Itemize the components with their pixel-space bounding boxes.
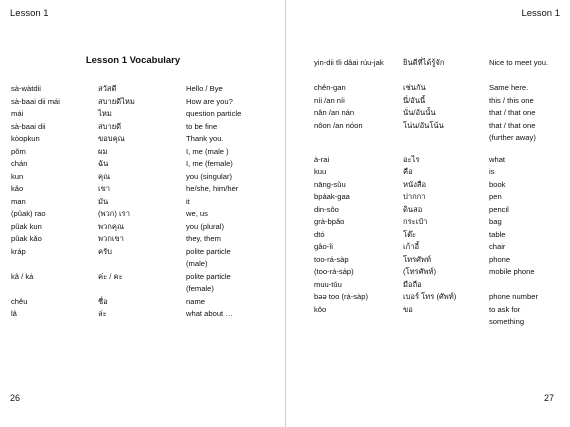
english-meaning: phone number [489,292,538,301]
thai-word: คุณ [98,171,111,181]
vocab-row [314,304,570,317]
thai-word: เก้าอี้ [403,242,420,251]
thai-word: มือถือ [403,279,422,289]
thai-word: ฉัน [98,159,109,168]
page-number: 27 [543,393,554,403]
vocab-row [314,120,570,133]
romanization: dtó [314,229,325,239]
romanization: too-rá-sàp [314,254,349,264]
romanization: sà-wàtdii [11,84,41,93]
english-meaning: pen [489,192,502,201]
vocab-row [314,191,570,204]
romanization: à-rai [314,154,330,164]
thai-word: ครับ [98,246,112,256]
vocab-row [314,95,570,108]
thai-word: ยินดีที่ได้รู้จัก [403,58,445,67]
english-meaning: is [489,167,495,176]
english-meaning: to ask for [489,304,521,314]
page-header: Lesson 1 [10,8,49,19]
english-meaning: bag [489,217,502,226]
vocab-row [314,57,570,70]
romanization: pǒm [11,146,26,156]
vocab-row [11,83,277,96]
english-meaning: Hello / Bye [186,84,223,93]
romanization: sà-baai dii mái [11,96,60,106]
romanization: din-sǒo [314,204,339,214]
english-meaning: polite particle [186,246,231,256]
thai-word: ขอบคุณ [98,134,125,143]
vocab-row [314,179,570,192]
vocab-row [11,96,277,109]
vocab-row [314,316,570,329]
english-meaning: something [489,317,525,326]
romanization: mái [11,109,24,118]
thai-word: โน่น/อันโน้น [403,120,444,130]
english-meaning: this / this one [489,95,534,105]
vocab-row [11,271,277,284]
vocab-row [314,291,570,304]
romanization: sà-baai dii [11,121,46,131]
english-meaning: How are you? [186,96,233,106]
thai-word: ขอ [403,304,413,314]
vocab-list [11,83,277,321]
section-title: Lesson 1 Vocabulary [85,55,181,66]
vocab-row [314,132,570,145]
romanization: gâo-îi [314,242,333,251]
vocab-row [11,283,277,296]
vocab-row [11,146,277,159]
romanization: pûak kun [11,221,42,231]
thai-word: (พวก) เรา [98,209,130,218]
thai-word: สวัสดี [98,84,117,93]
romanization: pûak kǎo [11,234,42,243]
romanization: bəə too (rá-sàp) [314,292,369,301]
thai-word: โทรศัพท์ [403,254,431,264]
romanization: níi /an níi [314,95,345,105]
thai-word: (โทรศัพท์) [403,267,437,276]
thai-word: คือ [403,167,413,176]
english-meaning: to be fine [186,121,218,131]
thai-word: เช่นกัน [403,83,426,92]
thai-word: พวกเขา [98,234,124,243]
thai-word: ดินสอ [403,204,423,214]
vocab-row [314,254,570,267]
vocab-row [11,246,277,259]
english-meaning: phone [489,254,511,264]
vocab-row [314,82,570,95]
vocab-row [314,166,570,179]
right-page [286,0,570,427]
english-meaning: (further away) [489,133,536,142]
romanization: grà-bpǎo [314,217,345,226]
vocab-row [314,279,570,292]
romanization: nân /an nán [314,108,355,117]
romanization: kráp [11,246,26,256]
romanization: bpàak-gaa [314,192,350,201]
romanization: kòopkun [11,134,40,143]
english-meaning: (female) [186,284,214,293]
english-meaning: table [489,229,506,239]
thai-word: ปากกา [403,192,426,201]
english-meaning: Same here. [489,83,529,92]
vocab-row [11,121,277,134]
thai-word: โต๊ะ [403,229,417,239]
romanization: kun [11,171,24,181]
thai-word: นั่น/อันนั้น [403,108,436,117]
vocab-row [314,107,570,120]
english-meaning: chair [489,242,506,251]
english-meaning: I, me (female) [186,159,233,168]
english-meaning: (male) [186,259,208,268]
english-meaning: Thank you. [186,134,224,143]
romanization: chên-gan [314,83,346,92]
vocab-row [11,221,277,234]
english-meaning: mobile phone [489,267,535,276]
page-number: 26 [10,393,21,403]
vocab-row [11,158,277,171]
row-gap [314,145,570,154]
vocab-row [11,208,277,221]
romanization: kǒo [314,304,327,314]
thai-word: หนังสือ [403,179,427,189]
english-meaning: I, me (male ) [186,146,229,156]
romanization: nāng-sǔu [314,179,346,189]
vocab-row [11,258,277,271]
english-meaning: pencil [489,204,509,214]
thai-word: สบายดีไหม [98,96,135,106]
thai-word: ไหม [98,109,112,118]
vocab-row [314,266,570,279]
vocab-row [11,296,277,309]
vocab-row [314,229,570,242]
romanization: muu-tǔu [314,279,342,289]
english-meaning: you (plural) [186,221,224,231]
romanization: kâ / ká [11,271,34,281]
page-header: Lesson 1 [521,8,560,19]
romanization: lâ [11,309,17,318]
english-meaning: they, them [186,234,221,243]
vocab-row [314,204,570,217]
english-meaning: Nice to meet you. [489,58,549,67]
romanization: nôon /an nóon [314,120,363,130]
english-meaning: book [489,179,506,189]
english-meaning: question particle [186,109,242,118]
romanization: man [11,196,26,206]
english-meaning: what about … [186,309,233,318]
thai-word: อะไร [403,154,420,164]
english-meaning: he/she, him/her [186,184,239,193]
thai-word: มัน [98,196,109,206]
thai-word: นี่/อันนี้ [403,95,426,105]
romanization: (pûak) rao [11,209,46,218]
romanization: chêu [11,296,28,306]
romanization: yin-dii tîi dâai rúu-jak [314,58,384,67]
vocab-row [11,233,277,246]
thai-word: ค่ะ / คะ [98,271,123,281]
thai-word: เขา [98,184,111,193]
english-meaning: that / that one [489,108,536,117]
english-meaning: it [186,196,190,206]
thai-word: สบายดี [98,121,122,131]
romanization: chán [11,159,28,168]
thai-word: กระเป๋า [403,217,428,226]
english-meaning: name [186,296,205,306]
vocab-row [314,216,570,229]
english-meaning: polite particle [186,271,231,281]
romanization: kǎo [11,184,24,193]
thai-word: ผม [98,146,108,156]
vocab-list [314,57,570,329]
vocab-row [11,196,277,209]
vocab-row [11,171,277,184]
thai-word: เบอร์ โทร (ศัพท์) [403,292,457,301]
english-meaning: what [489,154,506,164]
romanization: (too-rá-sàp) [314,267,354,276]
thai-word: พวกคุณ [98,221,124,231]
english-meaning: we, us [186,209,208,218]
english-meaning: that / that one [489,120,536,130]
thai-word: ชื่อ [98,296,108,306]
vocab-row [314,241,570,254]
english-meaning: you (singular) [186,171,233,181]
vocab-row [11,108,277,121]
vocab-row [11,183,277,196]
romanization: kuu [314,167,327,176]
vocab-row [314,154,570,167]
vocab-row [11,308,277,321]
thai-word: ล่ะ [98,309,107,318]
vocab-row [11,133,277,146]
vocab-row [314,70,570,83]
